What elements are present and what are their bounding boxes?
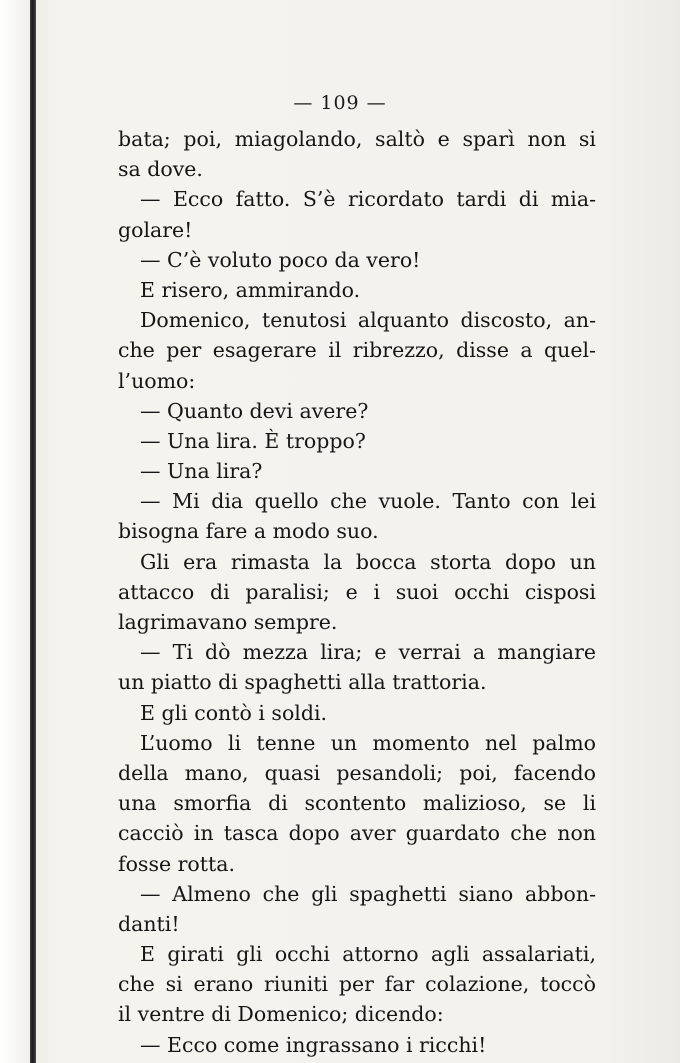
text-line: bata; poi, miagolando, saltò e sparì non si [118, 127, 596, 151]
text-line: E risero, ammirando. [140, 277, 361, 302]
text-line: — Almeno che gli spaghetti siano abbon- [140, 881, 596, 906]
binding-edge [30, 0, 36, 1063]
text-line: bisogna fare a modo suo. [118, 519, 379, 544]
text-line: una smorfia di scontento malizioso, se li [118, 791, 596, 816]
text-line: — Ti dò mezza lira; e verrai a mangiare [140, 640, 596, 665]
text-line: Gli era rimasta la bocca storta dopo un [140, 549, 596, 574]
text-line: golare! [118, 217, 193, 242]
page-number: — 109 — [293, 92, 387, 114]
text-line: della mano, quasi pesandoli; poi, facendo [118, 760, 596, 785]
body-text [118, 124, 596, 1060]
text-line: danti! [118, 911, 180, 936]
text-line: E girati gli occhi attorno agli assalariati, [140, 942, 596, 967]
text-line: — Una lira? [140, 459, 263, 484]
binding-shadow [0, 0, 30, 1063]
text-line: E gli contò i soldi. [140, 700, 328, 725]
text-line: cacciò in tasca dopo aver guardato che non [118, 821, 596, 846]
text-line: L’uomo li tenne un momento nel palmo [140, 730, 596, 755]
text-line: — Una lira. È troppo? [140, 428, 366, 453]
text-line: — Ecco come ingrassano i ricchi! [140, 1032, 487, 1057]
text-line: — Mi dia quello che vuole. Tanto con lei [140, 489, 596, 514]
text-line: che si erano riuniti per far colazione, toccò [118, 972, 596, 997]
text-line: il ventre di Domenico; dicendo: [118, 1002, 444, 1027]
text-line: attacco di paralisi; e i suoi occhi cisposi [118, 579, 596, 604]
text-line: che per esagerare il ribrezzo, disse a quel- [118, 338, 596, 363]
text-line: lagrimavano sempre. [118, 610, 338, 634]
text-line: fosse rotta. [118, 851, 235, 876]
text-line: sa dove. [118, 157, 203, 182]
text-line: — Ecco fatto. S’è ricordato tardi di mia- [140, 187, 596, 212]
text-line: un piatto di spaghetti alla trattoria. [118, 670, 487, 695]
text-line: — C’è voluto poco da vero! [140, 247, 421, 272]
text-line: l’uomo: [118, 368, 196, 393]
text-line: Domenico, tenutosi alquanto discosto, an- [140, 308, 596, 333]
text-line: — Quanto devi avere? [140, 398, 369, 423]
